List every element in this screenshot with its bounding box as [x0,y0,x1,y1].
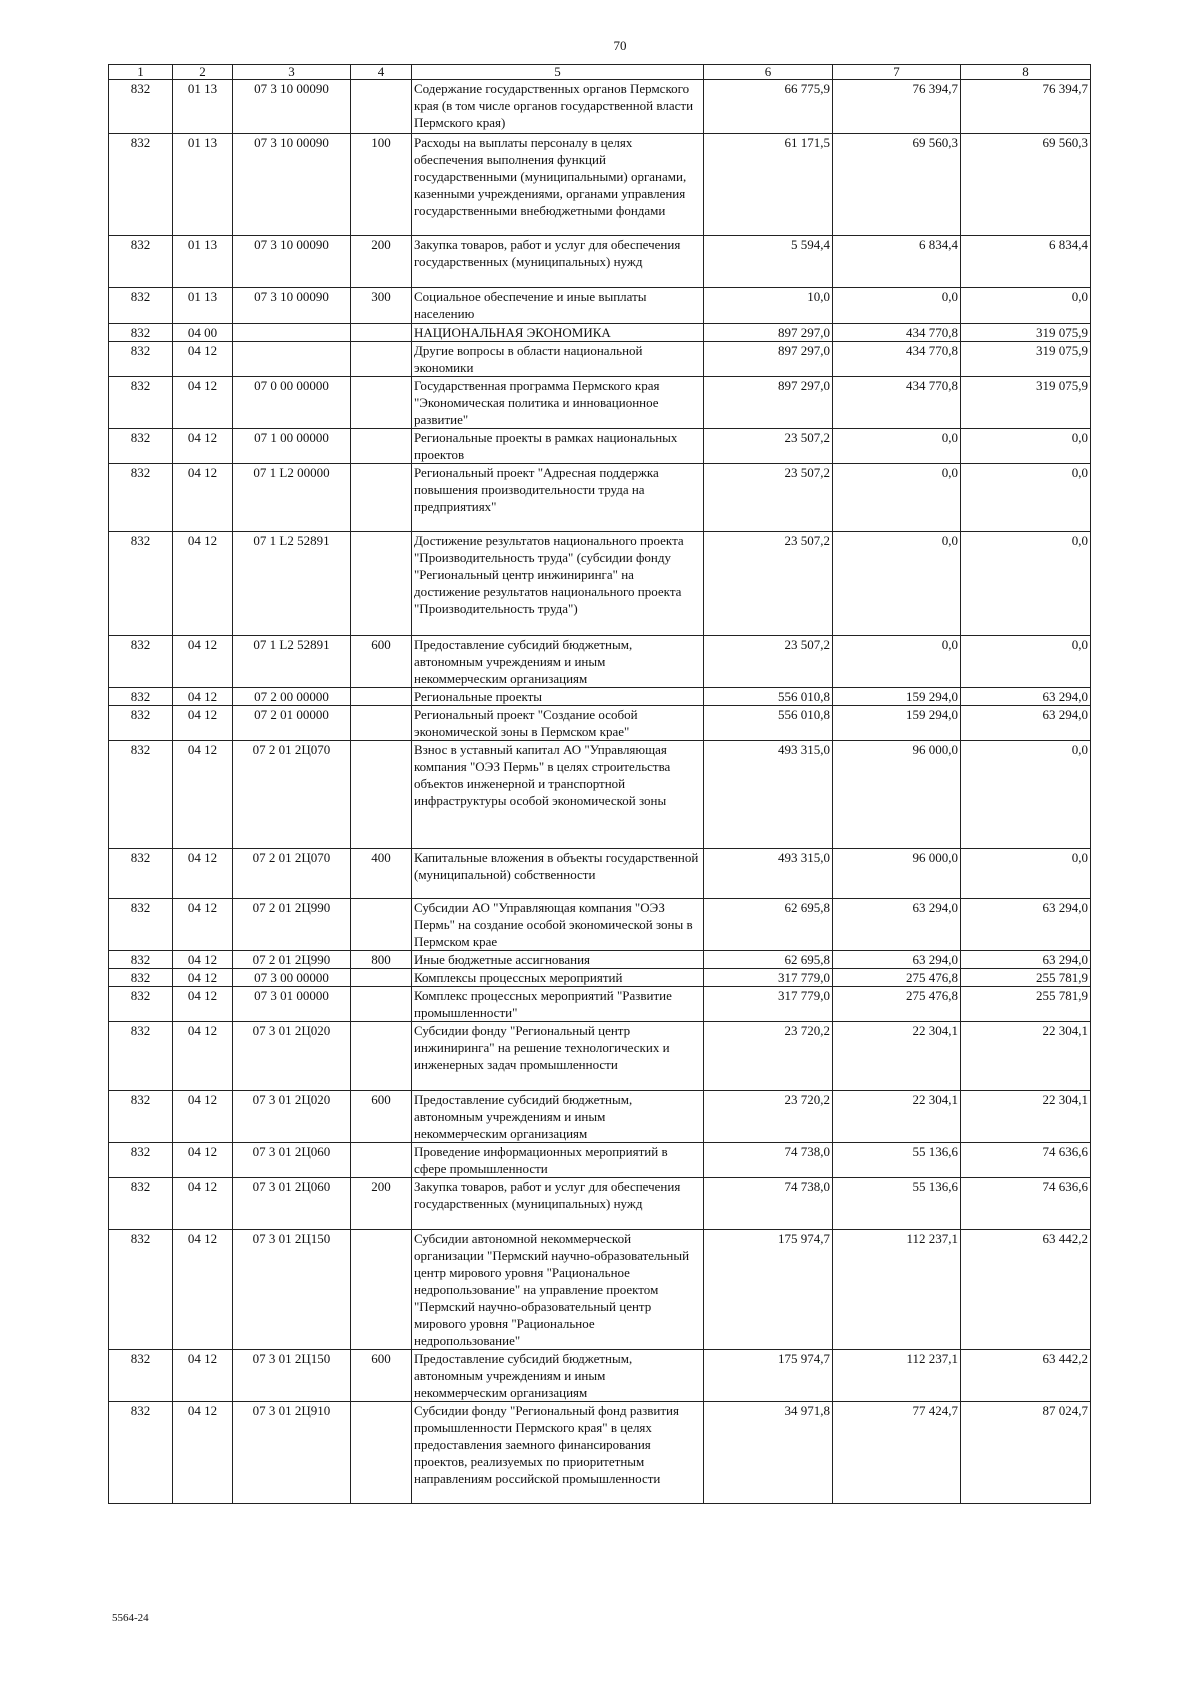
amount-col6-cell: 66 775,9 [704,80,833,134]
description-cell: Предоставление субсидий бюджетным, автономным учреждениям и иным некоммерческим организациям [412,1350,704,1402]
amount-col7-cell: 159 294,0 [833,706,961,741]
code-cell: 832 [109,532,173,636]
target-article-cell: 07 1 L2 00000 [233,464,351,532]
amount-col8-cell: 74 636,6 [961,1143,1091,1178]
amount-col6-cell: 175 974,7 [704,1230,833,1350]
expense-type-cell [351,706,412,741]
column-header: 1 [109,65,173,80]
code-cell: 832 [109,377,173,429]
description-cell: Закупка товаров, работ и услуг для обеспечения государственных (муниципальных) нужд [412,1178,704,1230]
amount-col6-cell: 10,0 [704,288,833,324]
section-cell: 04 12 [173,377,233,429]
code-cell: 832 [109,688,173,706]
amount-col7-cell: 76 394,7 [833,80,961,134]
amount-col7-cell: 0,0 [833,532,961,636]
table-row [109,849,1091,899]
code-cell: 832 [109,80,173,134]
section-cell: 04 12 [173,951,233,969]
code-cell: 832 [109,899,173,951]
description-cell: Региональные проекты в рамках национальных проектов [412,429,704,464]
description-cell: НАЦИОНАЛЬНАЯ ЭКОНОМИКА [412,324,704,342]
code-cell: 832 [109,741,173,849]
table-row [109,342,1091,377]
table-body [109,80,1091,1504]
section-cell: 04 12 [173,899,233,951]
amount-col8-cell: 319 075,9 [961,342,1091,377]
section-cell: 04 12 [173,1230,233,1350]
expense-type-cell: 200 [351,236,412,288]
amount-col7-cell: 434 770,8 [833,342,961,377]
expense-type-cell: 800 [351,951,412,969]
amount-col6-cell: 493 315,0 [704,849,833,899]
amount-col6-cell: 493 315,0 [704,741,833,849]
description-cell: Социальное обеспечение и иные выплаты населению [412,288,704,324]
code-cell: 832 [109,1350,173,1402]
code-cell: 832 [109,464,173,532]
amount-col7-cell: 112 237,1 [833,1230,961,1350]
target-article-cell: 07 1 00 00000 [233,429,351,464]
target-article-cell: 07 3 00 00000 [233,969,351,987]
code-cell: 832 [109,969,173,987]
amount-col7-cell: 434 770,8 [833,377,961,429]
table-row [109,532,1091,636]
amount-col8-cell: 69 560,3 [961,134,1091,236]
code-cell: 832 [109,1230,173,1350]
section-cell: 04 12 [173,969,233,987]
description-cell: Проведение информационных мероприятий в сфере промышленности [412,1143,704,1178]
amount-col8-cell: 63 442,2 [961,1350,1091,1402]
table-row [109,429,1091,464]
amount-col7-cell: 159 294,0 [833,688,961,706]
expense-type-cell [351,899,412,951]
budget-table [108,64,1091,1504]
amount-col8-cell: 255 781,9 [961,969,1091,987]
description-cell: Закупка товаров, работ и услуг для обеспечения государственных (муниципальных) нужд [412,236,704,288]
amount-col8-cell: 0,0 [961,741,1091,849]
code-cell: 832 [109,987,173,1022]
amount-col8-cell: 0,0 [961,636,1091,688]
section-cell: 04 12 [173,636,233,688]
table-row [109,688,1091,706]
target-article-cell: 07 3 01 2Ц020 [233,1022,351,1091]
amount-col6-cell: 34 971,8 [704,1402,833,1504]
amount-col6-cell: 175 974,7 [704,1350,833,1402]
description-cell: Субсидии автономной некоммерческой организации "Пермский научно-образовательный центр мирового уровня "Рациональное недропользование" на управление проектом "Пермский научно-образовательный центр мирового уровня "Рациональное недропользование" [412,1230,704,1350]
amount-col6-cell: 61 171,5 [704,134,833,236]
amount-col6-cell: 23 720,2 [704,1091,833,1143]
amount-col7-cell: 22 304,1 [833,1022,961,1091]
section-cell: 04 12 [173,1022,233,1091]
column-header: 4 [351,65,412,80]
amount-col8-cell: 63 442,2 [961,1230,1091,1350]
amount-col7-cell: 63 294,0 [833,899,961,951]
code-cell: 832 [109,1402,173,1504]
description-cell: Субсидии фонду "Региональный фонд развития промышленности Пермского края" в целях предоставления заемного финансирования проектов, реализуемых по приоритетным направлениям российской промышленности [412,1402,704,1504]
expense-type-cell: 300 [351,288,412,324]
column-header: 7 [833,65,961,80]
amount-col8-cell: 22 304,1 [961,1022,1091,1091]
amount-col6-cell: 23 507,2 [704,532,833,636]
header-row [109,65,1091,80]
code-cell: 832 [109,429,173,464]
description-cell: Капитальные вложения в объекты государственной (муниципальной) собственности [412,849,704,899]
table-row [109,1091,1091,1143]
target-article-cell: 07 3 10 00090 [233,288,351,324]
description-cell: Предоставление субсидий бюджетным, автономным учреждениям и иным некоммерческим организациям [412,1091,704,1143]
section-cell: 04 12 [173,464,233,532]
amount-col6-cell: 317 779,0 [704,969,833,987]
description-cell: Субсидии фонду "Региональный центр инжиниринга" на решение технологических и инженерных задач промышленности [412,1022,704,1091]
target-article-cell: 07 3 01 2Ц060 [233,1143,351,1178]
table-row [109,899,1091,951]
section-cell: 04 12 [173,849,233,899]
section-cell: 01 13 [173,134,233,236]
table-row [109,377,1091,429]
target-article-cell: 07 3 01 2Ц020 [233,1091,351,1143]
table-row [109,951,1091,969]
amount-col7-cell: 55 136,6 [833,1143,961,1178]
section-cell: 04 12 [173,688,233,706]
code-cell: 832 [109,951,173,969]
expense-type-cell [351,1143,412,1178]
target-article-cell: 07 3 01 2Ц150 [233,1350,351,1402]
amount-col6-cell: 23 507,2 [704,464,833,532]
target-article-cell: 07 1 L2 52891 [233,532,351,636]
section-cell: 04 12 [173,429,233,464]
code-cell: 832 [109,1143,173,1178]
table-row [109,706,1091,741]
expense-type-cell [351,969,412,987]
expense-type-cell [351,429,412,464]
amount-col8-cell: 0,0 [961,849,1091,899]
amount-col6-cell: 556 010,8 [704,706,833,741]
amount-col7-cell: 22 304,1 [833,1091,961,1143]
target-article-cell: 07 2 01 2Ц990 [233,951,351,969]
amount-col7-cell: 112 237,1 [833,1350,961,1402]
amount-col8-cell: 319 075,9 [961,377,1091,429]
amount-col7-cell: 63 294,0 [833,951,961,969]
section-cell: 01 13 [173,236,233,288]
code-cell: 832 [109,236,173,288]
target-article-cell: 07 2 00 00000 [233,688,351,706]
amount-col8-cell: 63 294,0 [961,706,1091,741]
section-cell: 04 12 [173,1091,233,1143]
target-article-cell: 07 3 10 00090 [233,134,351,236]
amount-col7-cell: 0,0 [833,464,961,532]
table-row [109,134,1091,236]
expense-type-cell [351,377,412,429]
table-row [109,1230,1091,1350]
expense-type-cell: 400 [351,849,412,899]
description-cell: Взнос в уставный капитал АО "Управляющая компания "ОЭЗ Пермь" в целях строительства объектов инженерной и транспортной инфраструктуры особой экономической зоны [412,741,704,849]
description-cell: Комплексы процессных мероприятий [412,969,704,987]
amount-col8-cell: 255 781,9 [961,987,1091,1022]
description-cell: Содержание государственных органов Пермского края (в том числе органов государственной власти Пермского края) [412,80,704,134]
description-cell: Иные бюджетные ассигнования [412,951,704,969]
table-row [109,741,1091,849]
amount-col6-cell: 897 297,0 [704,377,833,429]
table-row [109,324,1091,342]
code-cell: 832 [109,1178,173,1230]
expense-type-cell [351,324,412,342]
target-article-cell: 07 3 10 00090 [233,236,351,288]
table-row [109,969,1091,987]
target-article-cell [233,342,351,377]
amount-col8-cell: 0,0 [961,532,1091,636]
table-row [109,1143,1091,1178]
table-row [109,288,1091,324]
target-article-cell: 07 3 10 00090 [233,80,351,134]
amount-col8-cell: 22 304,1 [961,1091,1091,1143]
expense-type-cell: 600 [351,1350,412,1402]
section-cell: 04 12 [173,987,233,1022]
description-cell: Другие вопросы в области национальной экономики [412,342,704,377]
amount-col7-cell: 69 560,3 [833,134,961,236]
table-row [109,1402,1091,1504]
amount-col6-cell: 23 720,2 [704,1022,833,1091]
description-cell: Расходы на выплаты персоналу в целях обеспечения выполнения функций государственными (муниципальными) органами, казенными учреждениями, органами управления государственными внебюджетными фондами [412,134,704,236]
amount-col8-cell: 87 024,7 [961,1402,1091,1504]
amount-col7-cell: 96 000,0 [833,849,961,899]
expense-type-cell [351,342,412,377]
amount-col7-cell: 275 476,8 [833,969,961,987]
target-article-cell: 07 0 00 00000 [233,377,351,429]
target-article-cell: 07 3 01 2Ц060 [233,1178,351,1230]
amount-col7-cell: 0,0 [833,429,961,464]
table-row [109,236,1091,288]
amount-col7-cell: 0,0 [833,636,961,688]
table-row [109,1178,1091,1230]
code-cell: 832 [109,849,173,899]
expense-type-cell [351,1230,412,1350]
amount-col6-cell: 62 695,8 [704,899,833,951]
amount-col8-cell: 63 294,0 [961,688,1091,706]
amount-col7-cell: 0,0 [833,288,961,324]
amount-col6-cell: 74 738,0 [704,1178,833,1230]
amount-col8-cell: 74 636,6 [961,1178,1091,1230]
expense-type-cell: 200 [351,1178,412,1230]
target-article-cell: 07 2 01 2Ц070 [233,849,351,899]
table-row [109,1022,1091,1091]
amount-col7-cell: 55 136,6 [833,1178,961,1230]
section-cell: 04 12 [173,532,233,636]
code-cell: 832 [109,706,173,741]
amount-col8-cell: 319 075,9 [961,324,1091,342]
amount-col6-cell: 5 594,4 [704,236,833,288]
code-cell: 832 [109,288,173,324]
expense-type-cell [351,532,412,636]
description-cell: Комплекс процессных мероприятий "Развитие промышленности" [412,987,704,1022]
expense-type-cell: 100 [351,134,412,236]
target-article-cell: 07 2 01 2Ц990 [233,899,351,951]
amount-col6-cell: 897 297,0 [704,342,833,377]
target-article-cell: 07 3 01 2Ц910 [233,1402,351,1504]
table-row [109,1350,1091,1402]
table-row [109,987,1091,1022]
amount-col6-cell: 23 507,2 [704,429,833,464]
expense-type-cell: 600 [351,636,412,688]
description-cell: Государственная программа Пермского края "Экономическая политика и инновационное развитие" [412,377,704,429]
target-article-cell: 07 2 01 2Ц070 [233,741,351,849]
section-cell: 04 12 [173,1350,233,1402]
section-cell: 04 12 [173,1178,233,1230]
expense-type-cell [351,464,412,532]
amount-col6-cell: 74 738,0 [704,1143,833,1178]
section-cell: 04 12 [173,741,233,849]
column-header: 3 [233,65,351,80]
description-cell: Региональный проект "Адресная поддержка повышения производительности труда на предприятиях" [412,464,704,532]
amount-col8-cell: 0,0 [961,464,1091,532]
column-header: 5 [412,65,704,80]
amount-col7-cell: 77 424,7 [833,1402,961,1504]
code-cell: 832 [109,134,173,236]
amount-col7-cell: 434 770,8 [833,324,961,342]
code-cell: 832 [109,324,173,342]
expense-type-cell [351,1402,412,1504]
table-row [109,80,1091,134]
code-cell: 832 [109,1091,173,1143]
code-cell: 832 [109,1022,173,1091]
amount-col6-cell: 317 779,0 [704,987,833,1022]
table-row [109,464,1091,532]
section-cell: 01 13 [173,80,233,134]
code-cell: 832 [109,342,173,377]
target-article-cell: 07 3 01 2Ц150 [233,1230,351,1350]
amount-col6-cell: 897 297,0 [704,324,833,342]
code-cell: 832 [109,636,173,688]
expense-type-cell: 600 [351,1091,412,1143]
document-code: 5564-24 [112,1612,149,1624]
expense-type-cell [351,80,412,134]
amount-col7-cell: 96 000,0 [833,741,961,849]
section-cell: 04 12 [173,1402,233,1504]
amount-col7-cell: 6 834,4 [833,236,961,288]
section-cell: 04 12 [173,1143,233,1178]
description-cell: Региональный проект "Создание особой экономической зоны в Пермском крае" [412,706,704,741]
description-cell: Достижение результатов национального проекта "Производительность труда" (субсидии фонду "Региональный центр инжиниринга" на достижение результатов национального проекта "Производительность труда") [412,532,704,636]
page-number: 70 [613,38,627,53]
description-cell: Предоставление субсидий бюджетным, автономным учреждениям и иным некоммерческим организациям [412,636,704,688]
section-cell: 04 12 [173,706,233,741]
amount-col8-cell: 6 834,4 [961,236,1091,288]
amount-col8-cell: 0,0 [961,288,1091,324]
amount-col8-cell: 63 294,0 [961,899,1091,951]
expense-type-cell [351,987,412,1022]
amount-col6-cell: 62 695,8 [704,951,833,969]
amount-col6-cell: 23 507,2 [704,636,833,688]
expense-type-cell [351,1022,412,1091]
expense-type-cell [351,688,412,706]
amount-col8-cell: 76 394,7 [961,80,1091,134]
target-article-cell: 07 2 01 00000 [233,706,351,741]
target-article-cell [233,324,351,342]
target-article-cell: 07 3 01 00000 [233,987,351,1022]
amount-col7-cell: 275 476,8 [833,987,961,1022]
section-cell: 04 00 [173,324,233,342]
expense-type-cell [351,741,412,849]
column-header: 6 [704,65,833,80]
amount-col8-cell: 0,0 [961,429,1091,464]
table-row [109,636,1091,688]
description-cell: Региональные проекты [412,688,704,706]
column-header: 2 [173,65,233,80]
section-cell: 04 12 [173,342,233,377]
amount-col8-cell: 63 294,0 [961,951,1091,969]
description-cell: Субсидии АО "Управляющая компания "ОЭЗ Пермь" на создание особой экономической зоны в Пермском крае [412,899,704,951]
column-header: 8 [961,65,1091,80]
amount-col6-cell: 556 010,8 [704,688,833,706]
section-cell: 01 13 [173,288,233,324]
target-article-cell: 07 1 L2 52891 [233,636,351,688]
